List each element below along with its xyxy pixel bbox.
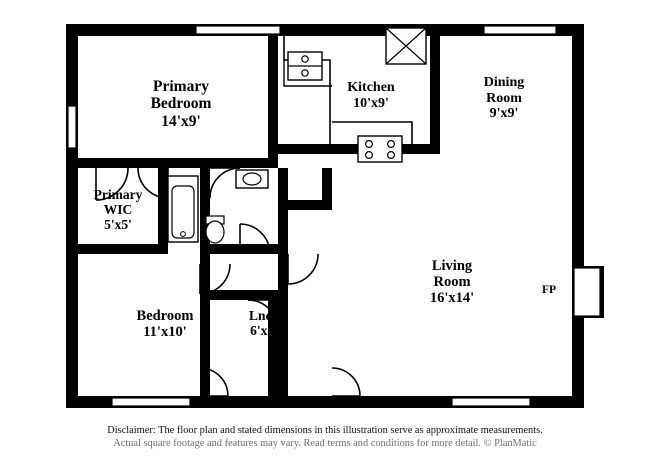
disclaimer-line-2: Actual square footage and features may vary. Read terms and conditions for more detail. © PlanMatic [113, 438, 537, 450]
room-label-living-room [388, 258, 516, 307]
room-label-primary-bedroom [106, 78, 256, 130]
room-dimensions: 16'x14' [429, 290, 475, 307]
room-dimensions: 5'x5' [104, 217, 132, 233]
room-dimensions: 14'x9' [161, 112, 201, 130]
room-name: Lndr [248, 308, 279, 323]
disclaimer [0, 424, 650, 451]
room-name-2: Bedroom [150, 95, 212, 113]
disclaimer-line-1: Disclaimer: The floor plan and stated dimensions in this illustration serve as approximate measurements. [107, 425, 543, 436]
room-label-laundry [218, 308, 310, 338]
room-name-2: Room [433, 274, 471, 291]
room-dimensions: 10'x9' [353, 95, 389, 111]
room-name: Dining [483, 75, 525, 90]
room-name: Living [431, 258, 473, 274]
fireplace [574, 268, 600, 316]
room-name: Primary [93, 187, 143, 202]
room-label-kitchen [312, 80, 430, 111]
room-name-2: Room [486, 90, 522, 106]
fireplace-label: FP [541, 284, 557, 296]
room-name: Primary [153, 78, 209, 95]
room-label-primary-wic [66, 187, 170, 232]
room-dimensions: 6'x3' [250, 323, 278, 339]
room-label-dining-room [443, 75, 565, 122]
room-dimensions: 9'x9' [489, 106, 519, 122]
room-name: Bedroom [136, 308, 194, 324]
room-dimensions: 11'x10' [143, 324, 187, 341]
room-name: Kitchen [347, 80, 395, 95]
bathroom-fixtures [168, 170, 268, 243]
room-name-2: WIC [103, 202, 133, 218]
